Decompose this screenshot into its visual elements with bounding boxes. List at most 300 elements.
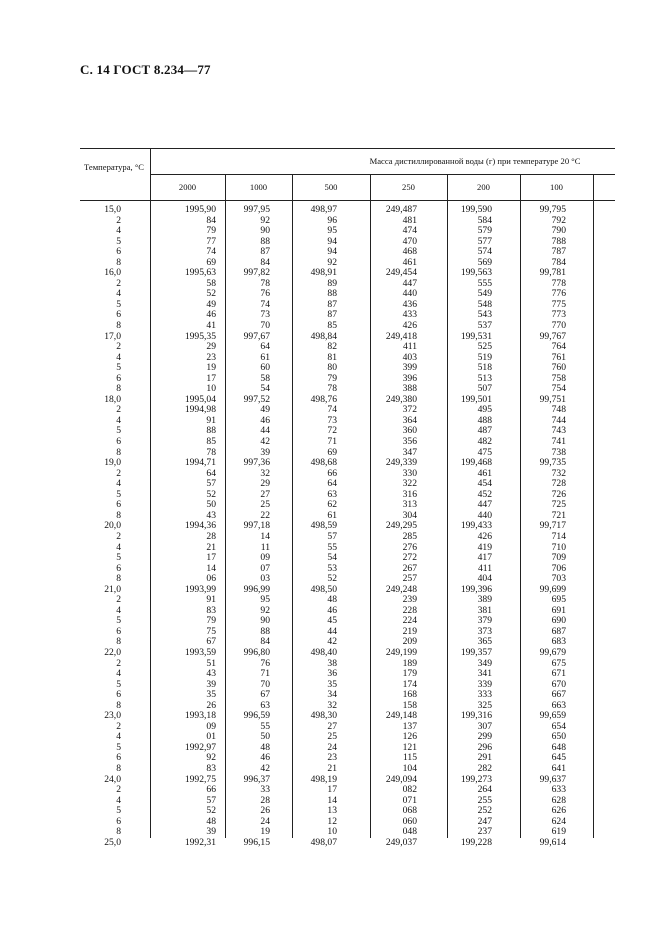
mass-250-cell: 440 xyxy=(402,288,417,300)
mass-2000-cell: 51 xyxy=(206,657,216,669)
table-row xyxy=(80,416,615,427)
mass-200-cell: 513 xyxy=(477,372,492,384)
mass-1000-cell: 76 xyxy=(260,288,270,300)
temperature-cell: 8 xyxy=(116,573,121,585)
temperature-cell: 5 xyxy=(116,235,121,247)
mass-250-cell: 249,148 xyxy=(385,710,417,722)
mass-100-cell: 670 xyxy=(551,678,566,690)
mass-1000-cell: 50 xyxy=(260,731,270,743)
table-row xyxy=(80,806,615,817)
table-row xyxy=(80,585,615,596)
mass-500-cell: 71 xyxy=(327,436,337,448)
mass-2000-cell: 77 xyxy=(206,235,216,247)
mass-1000-cell: 74 xyxy=(260,298,270,310)
mass-200-cell: 475 xyxy=(477,446,492,458)
temperature-cell: 6 xyxy=(116,815,121,827)
temperature-header: Температура, °С xyxy=(84,162,144,172)
temperature-cell: 6 xyxy=(116,625,121,637)
mass-200-cell: 482 xyxy=(477,436,492,448)
mass-250-cell: 267 xyxy=(402,562,417,574)
mass-1000-cell: 997,82 xyxy=(243,267,270,279)
mass-100-cell: 710 xyxy=(551,541,566,553)
mass-100-cell: 773 xyxy=(551,309,566,321)
mass-100-cell: 675 xyxy=(551,657,566,669)
mass-500-cell: 498,40 xyxy=(310,646,337,658)
table-row xyxy=(80,532,615,543)
mass-250-cell: 249,248 xyxy=(385,583,417,595)
mass-2000-cell: 66 xyxy=(206,784,216,796)
table-row xyxy=(80,564,615,575)
mass-100-cell: 99,614 xyxy=(539,836,566,848)
mass-1000-cell: 67 xyxy=(260,689,270,701)
mass-100-cell: 648 xyxy=(551,741,566,753)
mass-2000-cell: 69 xyxy=(206,256,216,268)
mass-250-cell: 316 xyxy=(402,488,417,500)
mass-500-cell: 64 xyxy=(327,478,337,490)
mass-1000-cell: 996,80 xyxy=(243,646,270,658)
mass-200-cell: 584 xyxy=(477,214,492,226)
mass-2000-cell: 1995,35 xyxy=(184,330,216,342)
mass-200-cell: 291 xyxy=(477,752,492,764)
table-row xyxy=(80,785,615,796)
mass-200-cell: 252 xyxy=(477,805,492,817)
mass-200-cell: 307 xyxy=(477,720,492,732)
mass-1000-cell: 70 xyxy=(260,320,270,332)
mass-100-cell: 99,659 xyxy=(539,710,566,722)
mass-1000-cell: 32 xyxy=(260,467,270,479)
mass-200-cell: 199,563 xyxy=(460,267,492,279)
mass-250-cell: 461 xyxy=(402,256,417,268)
mass-200-cell: 543 xyxy=(477,309,492,321)
mass-2000-cell: 79 xyxy=(206,615,216,627)
mass-100-cell: 741 xyxy=(551,436,566,448)
mass-100-cell: 99,767 xyxy=(539,330,566,342)
mass-2000-cell: 1995,04 xyxy=(184,393,216,405)
mass-500-cell: 23 xyxy=(327,752,337,764)
mass-200-cell: 325 xyxy=(477,699,492,711)
temperature-cell: 22,0 xyxy=(104,646,121,658)
mass-200-cell: 389 xyxy=(477,594,492,606)
table-row xyxy=(80,448,615,459)
mass-250-cell: 436 xyxy=(402,298,417,310)
mass-100-cell: 761 xyxy=(551,351,566,363)
mass-100-cell: 728 xyxy=(551,478,566,490)
mass-1000-cell: 71 xyxy=(260,668,270,680)
mass-200-cell: 417 xyxy=(477,552,492,564)
mass-250-cell: 249,295 xyxy=(385,520,417,532)
mass-500-cell: 78 xyxy=(327,383,337,395)
column-header-1000: 1000 xyxy=(249,182,268,192)
temperature-cell: 5 xyxy=(116,425,121,437)
mass-100-cell: 99,637 xyxy=(539,773,566,785)
mass-200-cell: 264 xyxy=(477,784,492,796)
mass-1000-cell: 997,52 xyxy=(243,393,270,405)
table-row xyxy=(80,648,615,659)
mass-100-cell: 624 xyxy=(551,815,566,827)
mass-1000-cell: 87 xyxy=(260,246,270,258)
mass-200-cell: 333 xyxy=(477,689,492,701)
mass-200-cell: 199,396 xyxy=(460,583,492,595)
mass-250-cell: 249,037 xyxy=(385,836,417,848)
mass-1000-cell: 996,59 xyxy=(243,710,270,722)
column-header-2000: 2000 xyxy=(178,182,197,192)
mass-2000-cell: 26 xyxy=(206,699,216,711)
mass-100-cell: 778 xyxy=(551,277,566,289)
mass-100-cell: 691 xyxy=(551,604,566,616)
mass-500-cell: 85 xyxy=(327,320,337,332)
mass-500-cell: 62 xyxy=(327,499,337,511)
mass-250-cell: 257 xyxy=(402,573,417,585)
mass-1000-cell: 24 xyxy=(260,815,270,827)
mass-2000-cell: 91 xyxy=(206,414,216,426)
mass-250-cell: 071 xyxy=(402,794,417,806)
mass-100-cell: 738 xyxy=(551,446,566,458)
mass-250-cell: 360 xyxy=(402,425,417,437)
mass-250-cell: 048 xyxy=(402,826,417,838)
mass-500-cell: 54 xyxy=(327,552,337,564)
mass-100-cell: 99,679 xyxy=(539,646,566,658)
mass-100-cell: 709 xyxy=(551,552,566,564)
mass-500-cell: 498,76 xyxy=(310,393,337,405)
mass-250-cell: 322 xyxy=(402,478,417,490)
temperature-cell: 8 xyxy=(116,762,121,774)
temperature-cell: 4 xyxy=(116,541,121,553)
mass-100-cell: 770 xyxy=(551,320,566,332)
table-row xyxy=(80,701,615,712)
mass-250-cell: 249,094 xyxy=(385,773,417,785)
mass-100-cell: 619 xyxy=(551,826,566,838)
mass-2000-cell: 17 xyxy=(206,552,216,564)
mass-200-cell: 419 xyxy=(477,541,492,553)
mass-100-cell: 790 xyxy=(551,225,566,237)
mass-100-cell: 667 xyxy=(551,689,566,701)
mass-2000-cell: 1993,99 xyxy=(184,583,216,595)
mass-2000-cell: 85 xyxy=(206,436,216,448)
mass-200-cell: 404 xyxy=(477,573,492,585)
mass-100-cell: 758 xyxy=(551,372,566,384)
mass-500-cell: 35 xyxy=(327,678,337,690)
table-row xyxy=(80,237,615,248)
mass-500-cell: 498,07 xyxy=(310,836,337,848)
mass-250-cell: 347 xyxy=(402,446,417,458)
temperature-cell: 8 xyxy=(116,256,121,268)
table-row xyxy=(80,711,615,722)
mass-200-cell: 569 xyxy=(477,256,492,268)
temperature-cell: 5 xyxy=(116,741,121,753)
mass-2000-cell: 28 xyxy=(206,530,216,542)
mass-250-cell: 126 xyxy=(402,731,417,743)
header-split-rule xyxy=(150,174,615,175)
mass-250-cell: 403 xyxy=(402,351,417,363)
mass-500-cell: 498,19 xyxy=(310,773,337,785)
mass-500-cell: 74 xyxy=(327,404,337,416)
mass-2000-cell: 1993,18 xyxy=(184,710,216,722)
mass-1000-cell: 27 xyxy=(260,488,270,500)
mass-100-cell: 695 xyxy=(551,594,566,606)
mass-1000-cell: 92 xyxy=(260,604,270,616)
mass-500-cell: 12 xyxy=(327,815,337,827)
mass-200-cell: 579 xyxy=(477,225,492,237)
mass-1000-cell: 03 xyxy=(260,573,270,585)
mass-200-cell: 537 xyxy=(477,320,492,332)
mass-200-cell: 199,433 xyxy=(460,520,492,532)
mass-250-cell: 104 xyxy=(402,762,417,774)
mass-200-cell: 411 xyxy=(477,562,492,574)
mass-200-cell: 199,357 xyxy=(460,646,492,658)
mass-500-cell: 73 xyxy=(327,414,337,426)
mass-200-cell: 199,590 xyxy=(460,204,492,215)
temperature-cell: 8 xyxy=(116,320,121,332)
mass-2000-cell: 91 xyxy=(206,594,216,606)
mass-500-cell: 45 xyxy=(327,615,337,627)
table-row xyxy=(80,606,615,617)
temperature-cell: 6 xyxy=(116,499,121,511)
header-bottom-rule xyxy=(80,200,615,201)
mass-100-cell: 744 xyxy=(551,414,566,426)
mass-100-cell: 626 xyxy=(551,805,566,817)
mass-250-cell: 174 xyxy=(402,678,417,690)
mass-500-cell: 498,50 xyxy=(310,583,337,595)
mass-200-cell: 488 xyxy=(477,414,492,426)
mass-500-cell: 82 xyxy=(327,341,337,353)
mass-250-cell: 082 xyxy=(402,784,417,796)
mass-2000-cell: 21 xyxy=(206,541,216,553)
mass-500-cell: 14 xyxy=(327,794,337,806)
mass-200-cell: 247 xyxy=(477,815,492,827)
mass-250-cell: 249,339 xyxy=(385,457,417,469)
mass-500-cell: 498,59 xyxy=(310,520,337,532)
mass-2000-cell: 75 xyxy=(206,625,216,637)
temperature-cell: 4 xyxy=(116,478,121,490)
mass-1000-cell: 22 xyxy=(260,509,270,521)
mass-1000-cell: 996,99 xyxy=(243,583,270,595)
table-row xyxy=(80,574,615,585)
mass-100-cell: 776 xyxy=(551,288,566,300)
mass-100-cell: 99,699 xyxy=(539,583,566,595)
table-row xyxy=(80,775,615,786)
mass-500-cell: 94 xyxy=(327,246,337,258)
temperature-cell: 24,0 xyxy=(104,773,121,785)
table-row xyxy=(80,458,615,469)
mass-1000-cell: 11 xyxy=(260,541,270,553)
mass-2000-cell: 43 xyxy=(206,509,216,521)
temperature-cell: 23,0 xyxy=(104,710,121,722)
mass-500-cell: 498,91 xyxy=(310,267,337,279)
table-row xyxy=(80,289,615,300)
mass-100-cell: 706 xyxy=(551,562,566,574)
mass-500-cell: 38 xyxy=(327,657,337,669)
temperature-cell: 17,0 xyxy=(104,330,121,342)
mass-500-cell: 72 xyxy=(327,425,337,437)
mass-100-cell: 788 xyxy=(551,235,566,247)
mass-250-cell: 468 xyxy=(402,246,417,258)
mass-500-cell: 17 xyxy=(327,784,337,796)
mass-2000-cell: 1992,97 xyxy=(184,741,216,753)
mass-250-cell: 330 xyxy=(402,467,417,479)
mass-100-cell: 743 xyxy=(551,425,566,437)
mass-200-cell: 440 xyxy=(477,509,492,521)
mass-250-cell: 249,380 xyxy=(385,393,417,405)
page-header: С. 14 ГОСТ 8.234—77 xyxy=(80,62,211,77)
mass-2000-cell: 52 xyxy=(206,488,216,500)
table-row xyxy=(80,521,615,532)
temperature-cell: 2 xyxy=(116,214,121,226)
temperature-cell: 20,0 xyxy=(104,520,121,532)
mass-500-cell: 55 xyxy=(327,541,337,553)
mass-100-cell: 645 xyxy=(551,752,566,764)
temperature-cell: 4 xyxy=(116,414,121,426)
mass-200-cell: 447 xyxy=(477,499,492,511)
table-row xyxy=(80,405,615,416)
mass-1000-cell: 78 xyxy=(260,277,270,289)
temperature-cell: 4 xyxy=(116,731,121,743)
mass-500-cell: 10 xyxy=(327,826,337,838)
mass-1000-cell: 73 xyxy=(260,309,270,321)
mass-1000-cell: 92 xyxy=(260,214,270,226)
mass-2000-cell: 57 xyxy=(206,478,216,490)
mass-500-cell: 498,97 xyxy=(310,204,337,215)
mass-1000-cell: 46 xyxy=(260,752,270,764)
mass-2000-cell: 1994,98 xyxy=(184,404,216,416)
table-row xyxy=(80,796,615,807)
table-row xyxy=(80,669,615,680)
table-row xyxy=(80,838,615,849)
mass-100-cell: 650 xyxy=(551,731,566,743)
mass-1000-cell: 49 xyxy=(260,404,270,416)
mass-2000-cell: 52 xyxy=(206,288,216,300)
mass-250-cell: 411 xyxy=(402,341,417,353)
mass-100-cell: 703 xyxy=(551,573,566,585)
mass-2000-cell: 83 xyxy=(206,604,216,616)
mass-100-cell: 687 xyxy=(551,625,566,637)
temperature-cell: 6 xyxy=(116,372,121,384)
table-row xyxy=(80,279,615,290)
mass-100-cell: 732 xyxy=(551,467,566,479)
temperature-cell: 2 xyxy=(116,594,121,606)
mass-2000-cell: 88 xyxy=(206,425,216,437)
temperature-cell: 4 xyxy=(116,351,121,363)
mass-250-cell: 060 xyxy=(402,815,417,827)
mass-2000-cell: 14 xyxy=(206,562,216,574)
mass-1000-cell: 09 xyxy=(260,552,270,564)
mass-1000-cell: 64 xyxy=(260,341,270,353)
mass-2000-cell: 57 xyxy=(206,794,216,806)
table-row xyxy=(80,817,615,828)
mass-100-cell: 725 xyxy=(551,499,566,511)
mass-200-cell: 379 xyxy=(477,615,492,627)
mass-200-cell: 349 xyxy=(477,657,492,669)
mass-500-cell: 42 xyxy=(327,636,337,648)
mass-200-cell: 373 xyxy=(477,625,492,637)
mass-200-cell: 452 xyxy=(477,488,492,500)
mass-2000-cell: 49 xyxy=(206,298,216,310)
mass-100-cell: 787 xyxy=(551,246,566,258)
table-row xyxy=(80,543,615,554)
mass-200-cell: 296 xyxy=(477,741,492,753)
mass-1000-cell: 28 xyxy=(260,794,270,806)
mass-250-cell: 276 xyxy=(402,541,417,553)
table-row xyxy=(80,205,615,216)
mass-200-cell: 555 xyxy=(477,277,492,289)
mass-200-cell: 199,228 xyxy=(460,836,492,848)
mass-500-cell: 32 xyxy=(327,699,337,711)
mass-1000-cell: 26 xyxy=(260,805,270,817)
temperature-cell: 21,0 xyxy=(104,583,121,595)
temperature-cell: 6 xyxy=(116,562,121,574)
mass-1000-cell: 76 xyxy=(260,657,270,669)
mass-200-cell: 299 xyxy=(477,731,492,743)
mass-250-cell: 137 xyxy=(402,720,417,732)
column-header-500: 500 xyxy=(324,182,338,192)
mass-200-cell: 365 xyxy=(477,636,492,648)
table-row xyxy=(80,437,615,448)
temperature-cell: 5 xyxy=(116,298,121,310)
mass-250-cell: 426 xyxy=(402,320,417,332)
mass-100-cell: 748 xyxy=(551,404,566,416)
mass-1000-cell: 39 xyxy=(260,446,270,458)
temperature-cell: 4 xyxy=(116,794,121,806)
temperature-cell: 5 xyxy=(116,362,121,374)
mass-250-cell: 219 xyxy=(402,625,417,637)
mass-100-cell: 754 xyxy=(551,383,566,395)
temperature-cell: 5 xyxy=(116,805,121,817)
mass-200-cell: 199,468 xyxy=(460,457,492,469)
temperature-cell: 8 xyxy=(116,383,121,395)
mass-100-cell: 792 xyxy=(551,214,566,226)
mass-500-cell: 89 xyxy=(327,277,337,289)
table-row xyxy=(80,616,615,627)
mass-500-cell: 57 xyxy=(327,530,337,542)
mass-2000-cell: 1995,63 xyxy=(184,267,216,279)
mass-1000-cell: 33 xyxy=(260,784,270,796)
mass-500-cell: 61 xyxy=(327,509,337,521)
table-row xyxy=(80,637,615,648)
table-row xyxy=(80,753,615,764)
mass-100-cell: 633 xyxy=(551,784,566,796)
table-row xyxy=(80,395,615,406)
mass-200-cell: 487 xyxy=(477,425,492,437)
mass-500-cell: 87 xyxy=(327,298,337,310)
mass-500-cell: 21 xyxy=(327,762,337,774)
table-row xyxy=(80,216,615,227)
table-row xyxy=(80,321,615,332)
mass-2000-cell: 23 xyxy=(206,351,216,363)
table-row xyxy=(80,300,615,311)
mass-500-cell: 36 xyxy=(327,668,337,680)
table-row xyxy=(80,500,615,511)
mass-1000-cell: 58 xyxy=(260,372,270,384)
mass-200-cell: 454 xyxy=(477,478,492,490)
mass-1000-cell: 996,15 xyxy=(243,836,270,848)
mass-250-cell: 372 xyxy=(402,404,417,416)
mass-250-cell: 189 xyxy=(402,657,417,669)
table-row xyxy=(80,764,615,775)
table-row xyxy=(80,426,615,437)
mass-200-cell: 525 xyxy=(477,341,492,353)
mass-250-cell: 249,487 xyxy=(385,204,417,215)
temperature-cell: 2 xyxy=(116,530,121,542)
mass-500-cell: 63 xyxy=(327,488,337,500)
mass-250-cell: 313 xyxy=(402,499,417,511)
temperature-cell: 2 xyxy=(116,467,121,479)
mass-250-cell: 481 xyxy=(402,214,417,226)
mass-2000-cell: 1992,31 xyxy=(184,836,216,848)
temperature-cell: 4 xyxy=(116,225,121,237)
mass-1000-cell: 90 xyxy=(260,225,270,237)
mass-1000-cell: 996,37 xyxy=(243,773,270,785)
mass-2000-cell: 58 xyxy=(206,277,216,289)
mass-500-cell: 95 xyxy=(327,225,337,237)
